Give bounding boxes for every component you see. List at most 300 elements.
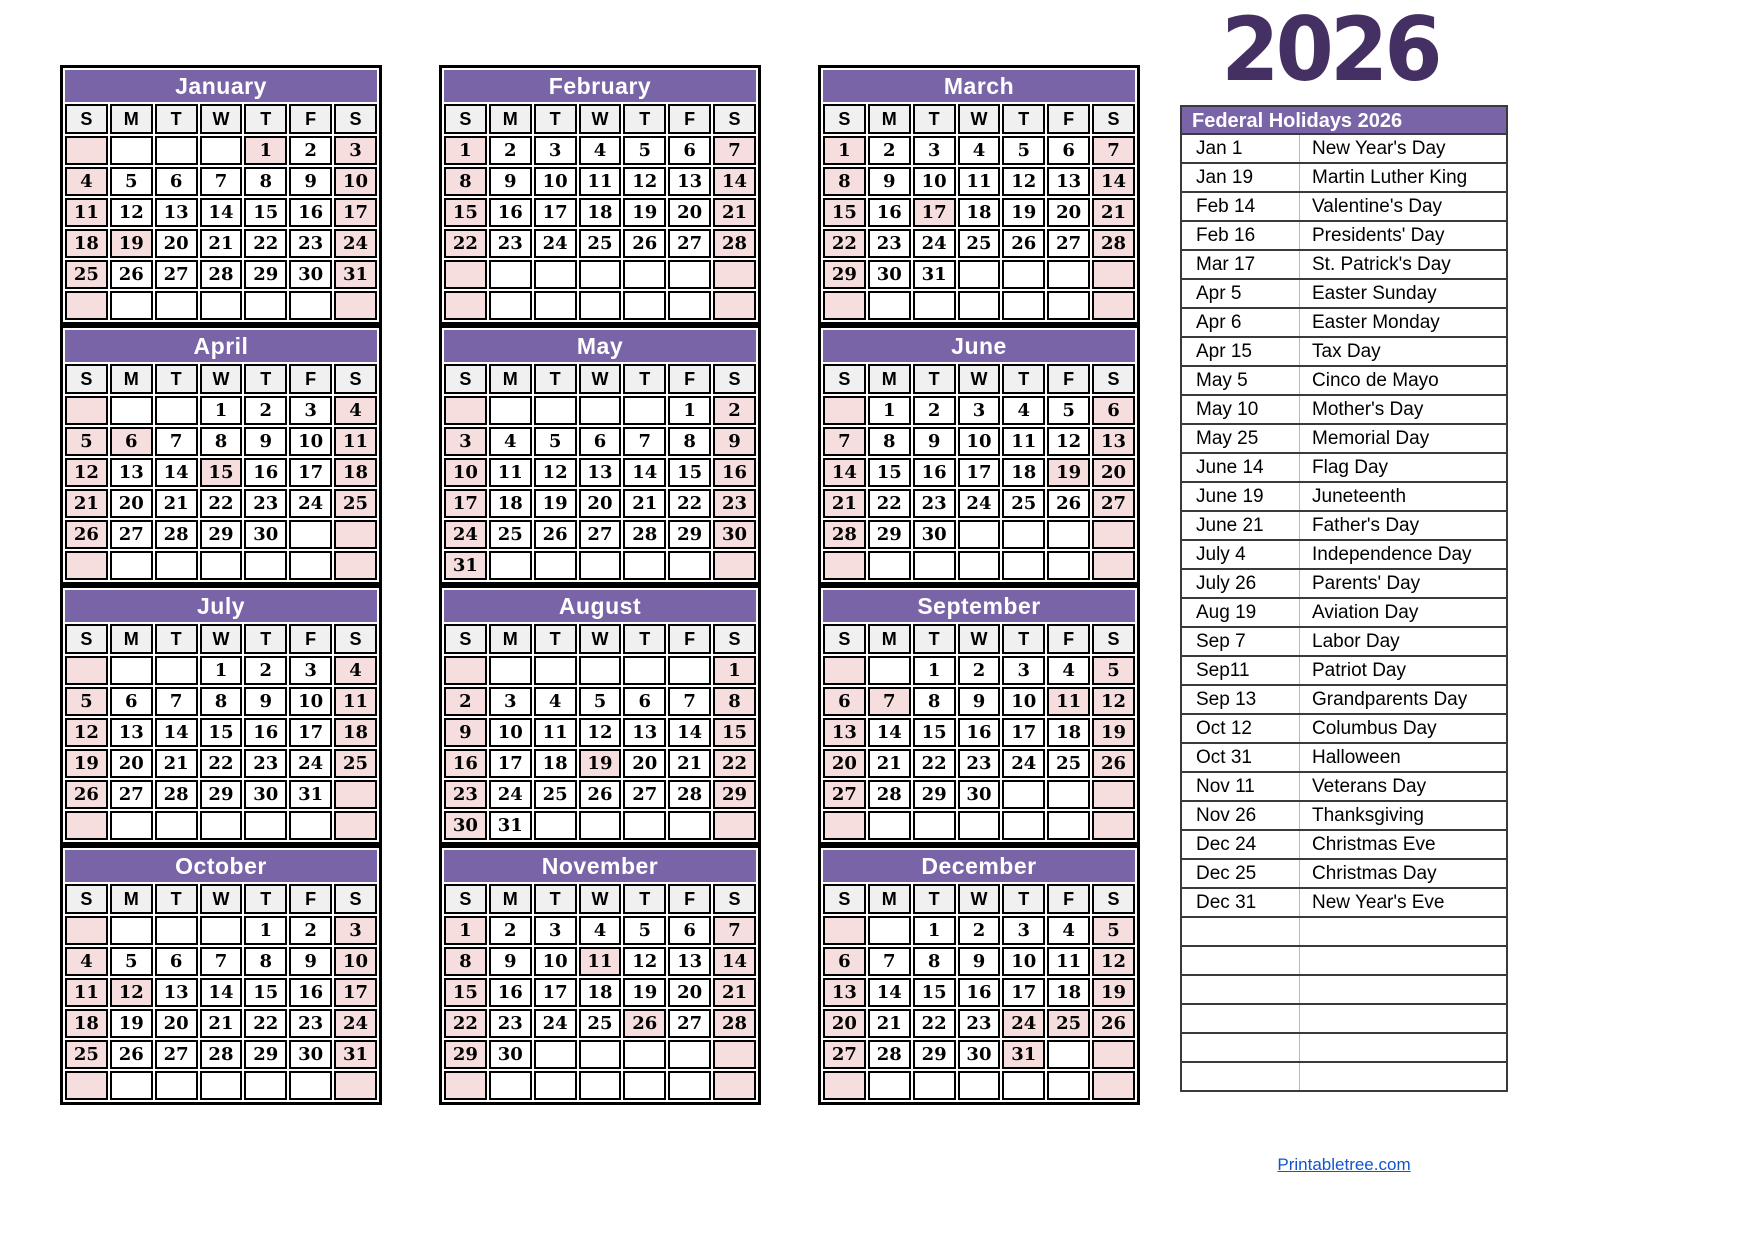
empty-cell — [110, 656, 153, 685]
date-cell: 26 — [65, 520, 108, 549]
holiday-row — [1181, 656, 1507, 685]
empty-cell — [110, 1071, 153, 1100]
date-cell: 10 — [913, 167, 956, 196]
date-cell: 18 — [534, 749, 577, 778]
date-cell: 18 — [334, 458, 377, 487]
date-cell: 29 — [913, 1040, 956, 1069]
weekday-header: W — [200, 104, 243, 134]
date-cell: 25 — [534, 780, 577, 809]
date-cell: 23 — [958, 1009, 1001, 1038]
date-cell: 14 — [200, 198, 243, 227]
holiday-name: Christmas Day — [1300, 859, 1508, 888]
date-cell: 6 — [579, 427, 622, 456]
holiday-row — [1181, 366, 1507, 395]
date-cell: 8 — [913, 687, 956, 716]
date-cell: 3 — [444, 427, 487, 456]
holiday-date — [1181, 975, 1300, 1004]
empty-cell — [289, 1071, 332, 1100]
empty-cell — [200, 291, 243, 320]
date-cell: 13 — [823, 978, 866, 1007]
date-cell: 26 — [534, 520, 577, 549]
empty-cell — [623, 396, 666, 425]
date-cell: 23 — [958, 749, 1001, 778]
date-cell: 13 — [1047, 167, 1090, 196]
empty-cell — [200, 136, 243, 165]
date-cell: 24 — [534, 1009, 577, 1038]
date-cell: 7 — [823, 427, 866, 456]
date-cell: 31 — [489, 811, 532, 840]
empty-cell — [534, 1071, 577, 1100]
date-cell: 27 — [823, 1040, 866, 1069]
holiday-row — [1181, 424, 1507, 453]
holiday-row — [1181, 801, 1507, 830]
date-cell: 30 — [289, 1040, 332, 1069]
holiday-date: May 5 — [1181, 366, 1300, 395]
date-cell: 4 — [1002, 396, 1045, 425]
empty-cell — [623, 656, 666, 685]
date-cell: 28 — [713, 1009, 756, 1038]
date-cell: 29 — [244, 1040, 287, 1069]
date-cell: 16 — [958, 718, 1001, 747]
weekday-header: M — [868, 884, 911, 914]
holiday-row — [1181, 772, 1507, 801]
weekday-header: S — [713, 624, 756, 654]
month-title: January — [65, 70, 377, 102]
empty-cell — [110, 136, 153, 165]
date-cell: 26 — [579, 780, 622, 809]
date-cell: 20 — [823, 1009, 866, 1038]
empty-cell — [913, 291, 956, 320]
date-cell: 7 — [155, 687, 198, 716]
date-cell: 13 — [823, 718, 866, 747]
date-cell: 13 — [668, 167, 711, 196]
month-title: May — [444, 330, 756, 362]
holiday-name: Veterans Day — [1300, 772, 1508, 801]
empty-cell — [534, 260, 577, 289]
date-cell: 23 — [489, 229, 532, 258]
date-cell: 10 — [534, 167, 577, 196]
empty-cell — [200, 1071, 243, 1100]
weekday-header: S — [1092, 364, 1135, 394]
date-cell: 18 — [579, 198, 622, 227]
empty-cell — [489, 291, 532, 320]
weekday-header: S — [334, 624, 377, 654]
date-cell: 15 — [823, 198, 866, 227]
date-cell: 2 — [289, 916, 332, 945]
date-cell: 17 — [534, 198, 577, 227]
date-cell: 29 — [200, 520, 243, 549]
date-cell: 16 — [913, 458, 956, 487]
holiday-empty-row — [1181, 975, 1507, 1004]
month-table-february — [439, 65, 761, 325]
weekday-header: F — [289, 104, 332, 134]
date-cell: 18 — [579, 978, 622, 1007]
holiday-empty-row — [1181, 1033, 1507, 1062]
date-cell: 22 — [668, 489, 711, 518]
month-table-october — [60, 845, 382, 1105]
weekday-header: S — [444, 624, 487, 654]
date-cell: 11 — [958, 167, 1001, 196]
weekday-header: T — [1002, 884, 1045, 914]
date-cell: 10 — [289, 427, 332, 456]
date-cell: 6 — [155, 947, 198, 976]
empty-cell — [65, 916, 108, 945]
month-title: February — [444, 70, 756, 102]
date-cell: 9 — [958, 947, 1001, 976]
holiday-name: Parents' Day — [1300, 569, 1508, 598]
date-cell: 19 — [110, 229, 153, 258]
date-cell: 26 — [110, 1040, 153, 1069]
date-cell: 29 — [868, 520, 911, 549]
date-cell: 1 — [823, 136, 866, 165]
date-cell: 1 — [200, 656, 243, 685]
holiday-date: Oct 12 — [1181, 714, 1300, 743]
holiday-row — [1181, 134, 1507, 163]
holiday-row — [1181, 598, 1507, 627]
date-cell: 21 — [200, 1009, 243, 1038]
holiday-empty-row — [1181, 917, 1507, 946]
weekday-header: S — [713, 884, 756, 914]
empty-cell — [65, 136, 108, 165]
holiday-row — [1181, 308, 1507, 337]
weekday-header: S — [334, 104, 377, 134]
date-cell: 6 — [823, 947, 866, 976]
date-cell: 29 — [913, 780, 956, 809]
date-cell: 22 — [713, 749, 756, 778]
empty-cell — [1047, 1040, 1090, 1069]
date-cell: 6 — [155, 167, 198, 196]
month-table-december — [818, 845, 1140, 1105]
date-cell: 30 — [289, 260, 332, 289]
weekday-header: F — [668, 104, 711, 134]
empty-cell — [65, 656, 108, 685]
empty-cell — [668, 811, 711, 840]
date-cell: 5 — [65, 427, 108, 456]
date-cell: 23 — [289, 1009, 332, 1038]
empty-cell — [110, 291, 153, 320]
date-cell: 16 — [289, 978, 332, 1007]
holiday-name — [1300, 946, 1508, 975]
date-cell: 28 — [623, 520, 666, 549]
weekday-header: W — [579, 884, 622, 914]
empty-cell — [155, 916, 198, 945]
weekday-header: T — [913, 364, 956, 394]
date-cell: 22 — [244, 229, 287, 258]
holiday-name: Easter Sunday — [1300, 279, 1508, 308]
weekday-header: S — [1092, 104, 1135, 134]
date-cell: 15 — [244, 978, 287, 1007]
holiday-name: St. Patrick's Day — [1300, 250, 1508, 279]
weekday-header: T — [155, 624, 198, 654]
date-cell: 15 — [200, 458, 243, 487]
date-cell: 28 — [868, 780, 911, 809]
empty-cell — [289, 811, 332, 840]
date-cell: 3 — [334, 136, 377, 165]
empty-cell — [668, 260, 711, 289]
holiday-row — [1181, 888, 1507, 917]
holiday-row — [1181, 714, 1507, 743]
date-cell: 11 — [65, 198, 108, 227]
holiday-row — [1181, 627, 1507, 656]
date-cell: 11 — [1047, 947, 1090, 976]
weekday-header: T — [913, 624, 956, 654]
date-cell: 8 — [244, 167, 287, 196]
empty-cell — [534, 656, 577, 685]
date-cell: 16 — [244, 718, 287, 747]
empty-cell — [823, 291, 866, 320]
empty-cell — [489, 1071, 532, 1100]
weekday-header: T — [623, 364, 666, 394]
date-cell: 23 — [244, 749, 287, 778]
date-cell: 14 — [668, 718, 711, 747]
date-cell: 2 — [244, 396, 287, 425]
date-cell: 21 — [713, 198, 756, 227]
weekday-header: M — [489, 884, 532, 914]
date-cell: 2 — [868, 136, 911, 165]
empty-cell — [444, 260, 487, 289]
month-table-january — [60, 65, 382, 325]
empty-cell — [200, 811, 243, 840]
date-cell: 5 — [579, 687, 622, 716]
empty-cell — [1047, 520, 1090, 549]
date-cell: 20 — [155, 1009, 198, 1038]
date-cell: 28 — [155, 780, 198, 809]
date-cell: 22 — [913, 749, 956, 778]
date-cell: 2 — [289, 136, 332, 165]
weekday-header: S — [823, 884, 866, 914]
date-cell: 12 — [623, 167, 666, 196]
date-cell: 24 — [958, 489, 1001, 518]
empty-cell — [868, 811, 911, 840]
holiday-date: Feb 14 — [1181, 192, 1300, 221]
empty-cell — [713, 551, 756, 580]
date-cell: 18 — [489, 489, 532, 518]
date-cell: 28 — [200, 1040, 243, 1069]
date-cell: 5 — [534, 427, 577, 456]
date-cell: 31 — [334, 260, 377, 289]
date-cell: 19 — [1002, 198, 1045, 227]
empty-cell — [200, 551, 243, 580]
empty-cell — [1092, 1040, 1135, 1069]
weekday-header: S — [823, 104, 866, 134]
date-cell: 26 — [623, 229, 666, 258]
empty-cell — [958, 520, 1001, 549]
date-cell: 16 — [289, 198, 332, 227]
holiday-date: Apr 6 — [1181, 308, 1300, 337]
date-cell: 11 — [1047, 687, 1090, 716]
empty-cell — [289, 291, 332, 320]
holiday-name: Martin Luther King — [1300, 163, 1508, 192]
empty-cell — [200, 916, 243, 945]
weekday-header: F — [289, 624, 332, 654]
date-cell: 19 — [1047, 458, 1090, 487]
date-cell: 17 — [444, 489, 487, 518]
date-cell: 17 — [534, 978, 577, 1007]
empty-cell — [668, 1071, 711, 1100]
date-cell: 12 — [1092, 687, 1135, 716]
date-cell: 25 — [579, 1009, 622, 1038]
holiday-date — [1181, 946, 1300, 975]
date-cell: 1 — [444, 916, 487, 945]
date-cell: 13 — [110, 718, 153, 747]
weekday-header: T — [623, 884, 666, 914]
date-cell: 18 — [958, 198, 1001, 227]
date-cell: 31 — [289, 780, 332, 809]
holiday-name: Cinco de Mayo — [1300, 366, 1508, 395]
date-cell: 19 — [110, 1009, 153, 1038]
holiday-name — [1300, 917, 1508, 946]
date-cell: 8 — [713, 687, 756, 716]
date-cell: 9 — [489, 167, 532, 196]
holiday-name: Thanksgiving — [1300, 801, 1508, 830]
holiday-row — [1181, 743, 1507, 772]
date-cell: 30 — [913, 520, 956, 549]
weekday-header: T — [244, 364, 287, 394]
holiday-date — [1181, 1004, 1300, 1033]
date-cell: 14 — [868, 718, 911, 747]
holiday-date: Oct 31 — [1181, 743, 1300, 772]
date-cell: 19 — [534, 489, 577, 518]
weekday-header: T — [244, 884, 287, 914]
holiday-date: Nov 26 — [1181, 801, 1300, 830]
empty-cell — [334, 1071, 377, 1100]
weekday-header: S — [713, 364, 756, 394]
empty-cell — [868, 1071, 911, 1100]
weekday-header: M — [110, 364, 153, 394]
date-cell: 2 — [444, 687, 487, 716]
date-cell: 25 — [1002, 489, 1045, 518]
date-cell: 25 — [1047, 749, 1090, 778]
holiday-name: Patriot Day — [1300, 656, 1508, 685]
date-cell: 26 — [1047, 489, 1090, 518]
month-table-july — [60, 585, 382, 845]
date-cell: 28 — [200, 260, 243, 289]
date-cell: 18 — [1047, 978, 1090, 1007]
date-cell: 10 — [444, 458, 487, 487]
holiday-name: Christmas Eve — [1300, 830, 1508, 859]
holiday-date — [1181, 1033, 1300, 1062]
holiday-row — [1181, 511, 1507, 540]
empty-cell — [65, 811, 108, 840]
weekday-header: T — [534, 624, 577, 654]
weekday-header: T — [534, 364, 577, 394]
date-cell: 4 — [489, 427, 532, 456]
holiday-name: Father's Day — [1300, 511, 1508, 540]
empty-cell — [1047, 551, 1090, 580]
month-table-march — [818, 65, 1140, 325]
date-cell: 12 — [1047, 427, 1090, 456]
empty-cell — [155, 811, 198, 840]
weekday-header: T — [244, 104, 287, 134]
empty-cell — [334, 780, 377, 809]
date-cell: 21 — [65, 489, 108, 518]
date-cell: 22 — [200, 749, 243, 778]
date-cell: 19 — [1092, 718, 1135, 747]
date-cell: 6 — [1047, 136, 1090, 165]
date-cell: 5 — [65, 687, 108, 716]
date-cell: 12 — [1092, 947, 1135, 976]
holiday-empty-row — [1181, 1062, 1507, 1091]
date-cell: 1 — [444, 136, 487, 165]
date-cell: 16 — [868, 198, 911, 227]
date-cell: 8 — [444, 947, 487, 976]
empty-cell — [1092, 1071, 1135, 1100]
holiday-date: Mar 17 — [1181, 250, 1300, 279]
date-cell: 21 — [868, 1009, 911, 1038]
date-cell: 11 — [579, 947, 622, 976]
empty-cell — [713, 811, 756, 840]
empty-cell — [713, 260, 756, 289]
weekday-header: T — [913, 104, 956, 134]
holiday-date: Dec 24 — [1181, 830, 1300, 859]
date-cell: 9 — [244, 427, 287, 456]
empty-cell — [913, 551, 956, 580]
month-title: August — [444, 590, 756, 622]
date-cell: 7 — [713, 136, 756, 165]
date-cell: 2 — [489, 916, 532, 945]
date-cell: 23 — [489, 1009, 532, 1038]
empty-cell — [958, 551, 1001, 580]
date-cell: 17 — [289, 458, 332, 487]
date-cell: 3 — [534, 916, 577, 945]
date-cell: 8 — [823, 167, 866, 196]
date-cell: 30 — [244, 780, 287, 809]
date-cell: 6 — [110, 687, 153, 716]
date-cell: 4 — [1047, 656, 1090, 685]
weekday-header: F — [668, 364, 711, 394]
date-cell: 20 — [623, 749, 666, 778]
date-cell: 10 — [534, 947, 577, 976]
empty-cell — [110, 396, 153, 425]
weekday-header: W — [200, 624, 243, 654]
date-cell: 29 — [244, 260, 287, 289]
empty-cell — [1092, 780, 1135, 809]
date-cell: 24 — [489, 780, 532, 809]
weekday-header: T — [623, 104, 666, 134]
printabletree-link[interactable]: Printabletree.com — [1277, 1155, 1411, 1174]
date-cell: 3 — [289, 396, 332, 425]
date-cell: 27 — [1092, 489, 1135, 518]
weekday-header: T — [534, 884, 577, 914]
date-cell: 5 — [1002, 136, 1045, 165]
date-cell: 28 — [668, 780, 711, 809]
date-cell: 17 — [913, 198, 956, 227]
federal-holidays-panel — [1180, 105, 1508, 1092]
weekday-header: F — [289, 364, 332, 394]
month-title: March — [823, 70, 1135, 102]
date-cell: 7 — [868, 947, 911, 976]
holiday-row — [1181, 859, 1507, 888]
empty-cell — [579, 811, 622, 840]
empty-cell — [65, 396, 108, 425]
holiday-row — [1181, 395, 1507, 424]
empty-cell — [623, 1040, 666, 1069]
date-cell: 24 — [1002, 1009, 1045, 1038]
weekday-header: T — [155, 364, 198, 394]
date-cell: 23 — [913, 489, 956, 518]
date-cell: 28 — [713, 229, 756, 258]
empty-cell — [868, 916, 911, 945]
weekday-header: M — [110, 104, 153, 134]
empty-cell — [1092, 520, 1135, 549]
date-cell: 20 — [110, 489, 153, 518]
empty-cell — [289, 520, 332, 549]
date-cell: 8 — [200, 427, 243, 456]
date-cell: 14 — [155, 718, 198, 747]
date-cell: 12 — [65, 458, 108, 487]
holiday-name: Valentine's Day — [1300, 192, 1508, 221]
empty-cell — [623, 291, 666, 320]
